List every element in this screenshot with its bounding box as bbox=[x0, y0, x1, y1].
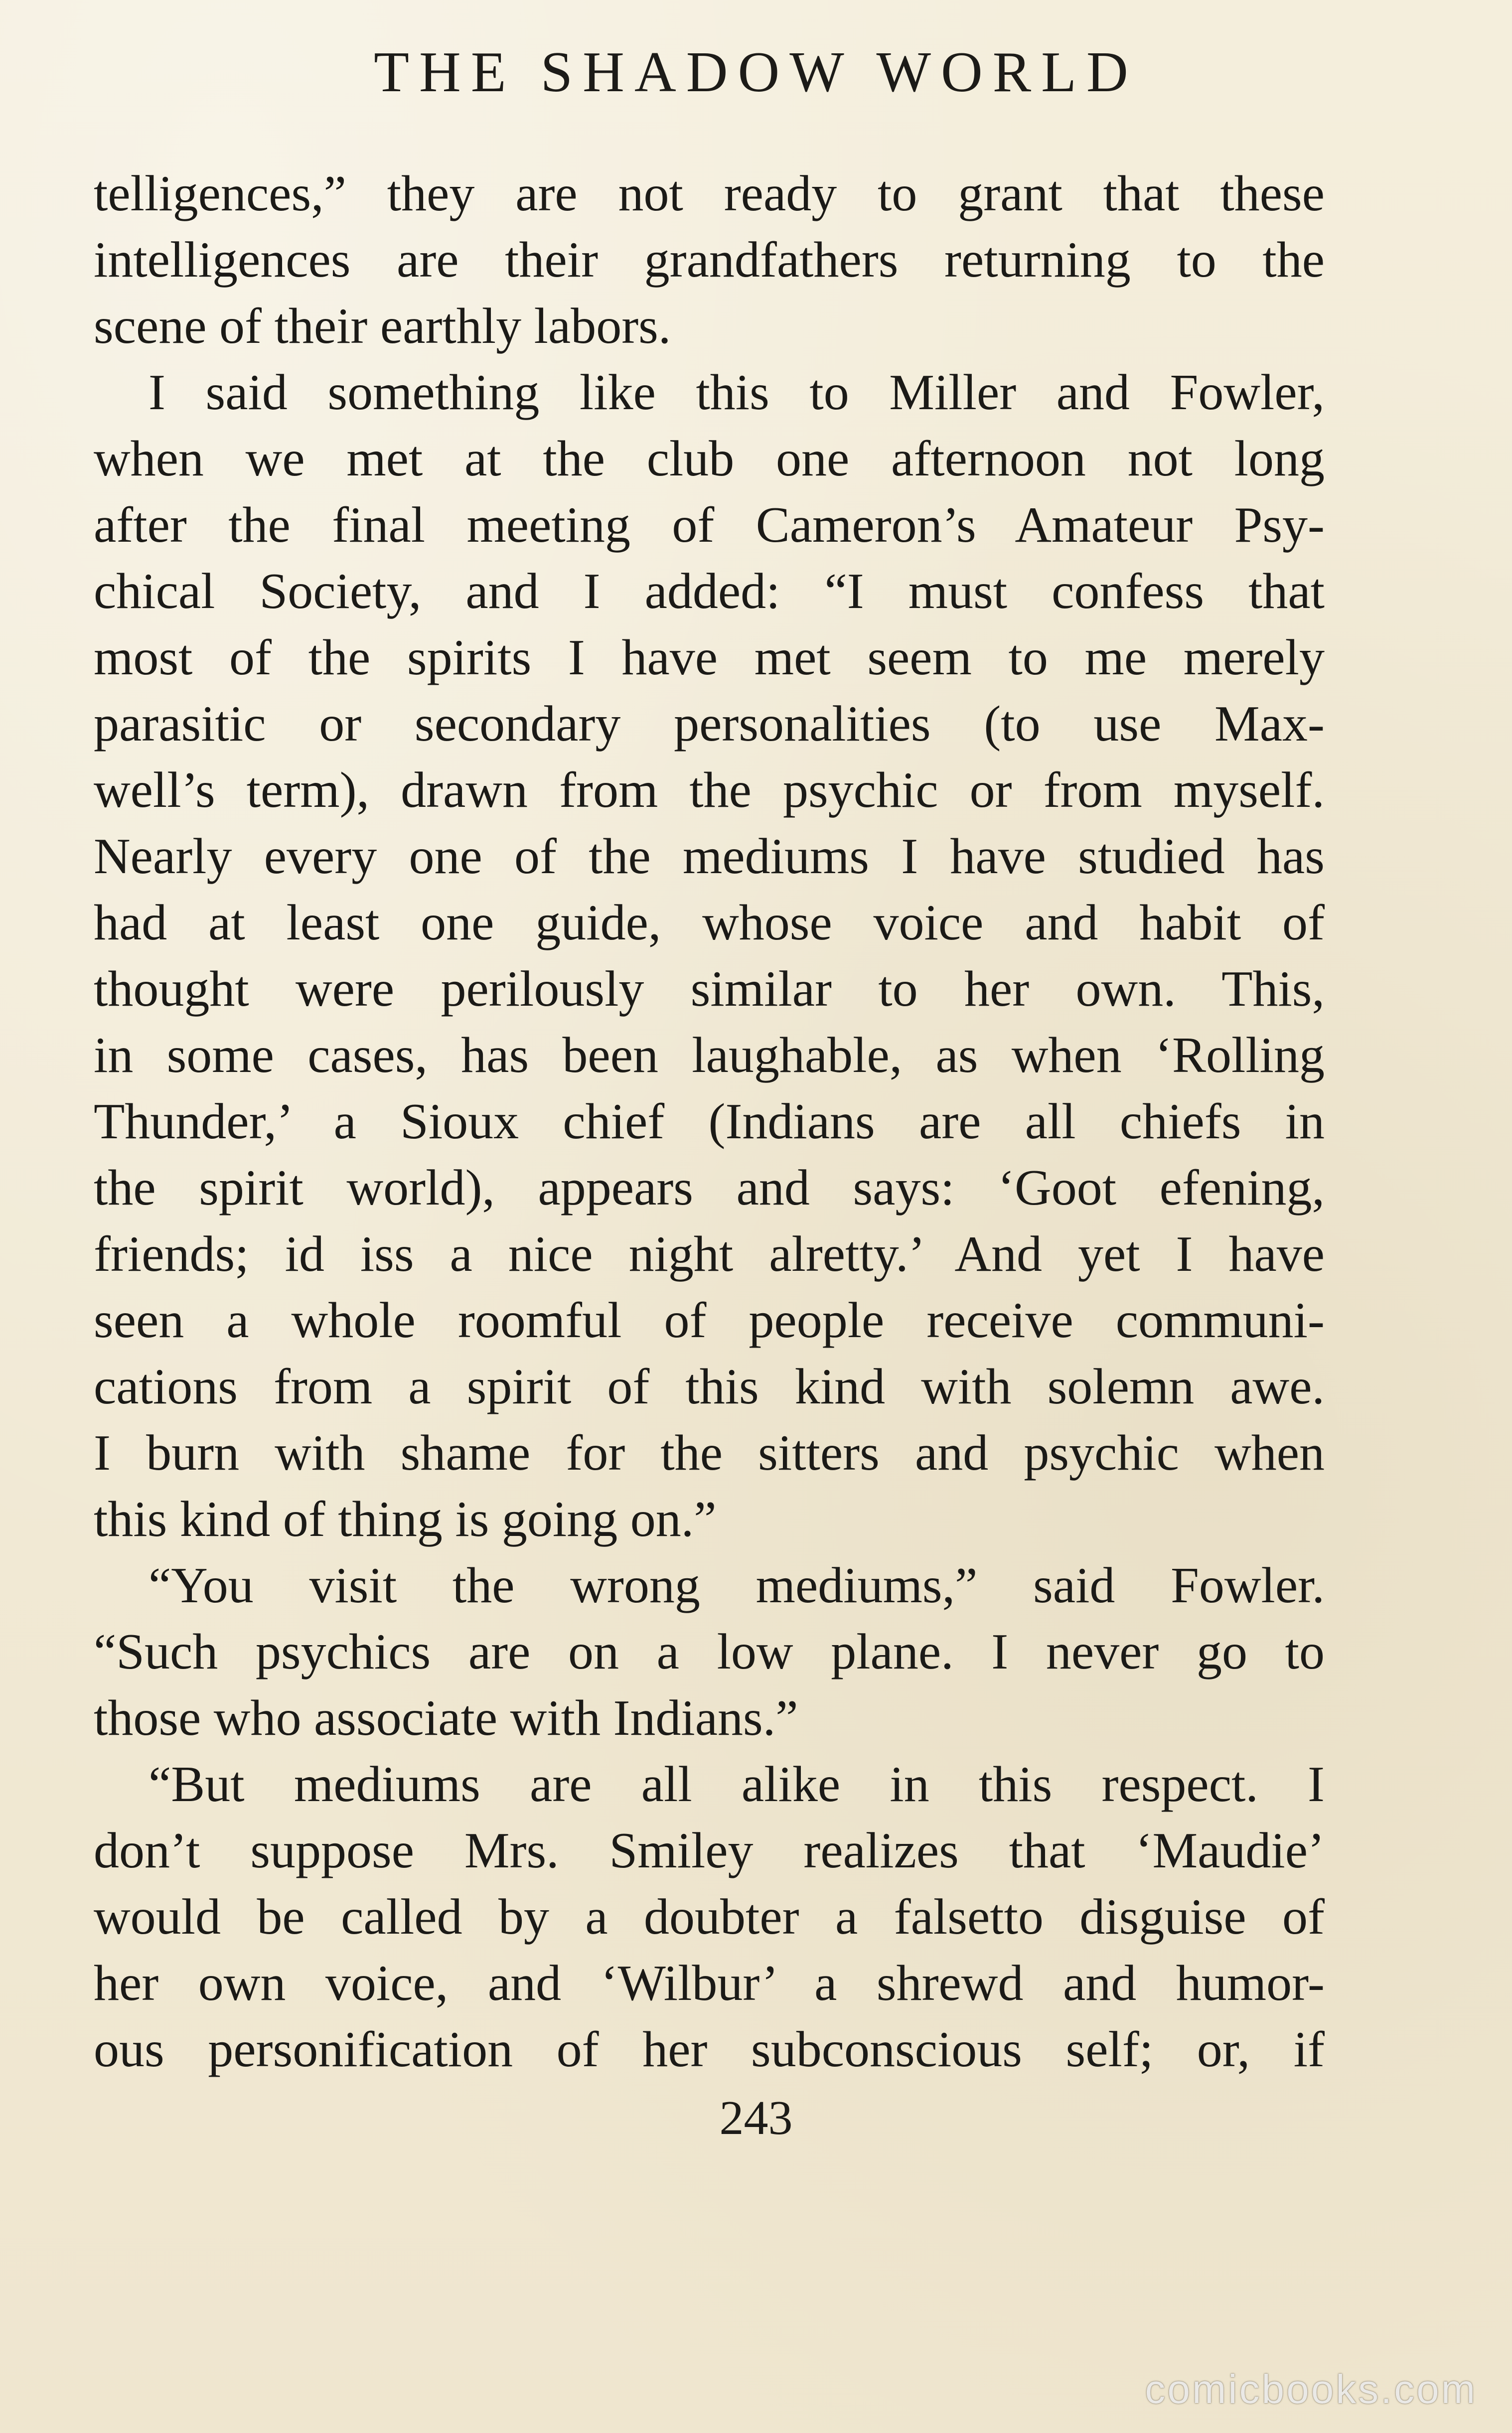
text-line: had at least one guide, whose voice and habit of bbox=[94, 895, 1325, 951]
text-line: I burn with shame for the sitters and psychic when bbox=[94, 1425, 1325, 1481]
text-line: don’t suppose Mrs. Smiley realizes that ‘Maudie’ bbox=[94, 1823, 1325, 1879]
text-line: friends; id iss a nice night alretty.’ And yet I have bbox=[94, 1226, 1325, 1282]
text-line: the spirit world), appears and says: ‘Goot efening, bbox=[94, 1160, 1325, 1216]
text-line: would be called by a doubter a falsetto disguise of bbox=[94, 1889, 1325, 1945]
text-line: well’s term), drawn from the psychic or from myself. bbox=[94, 762, 1325, 818]
text-line: seen a whole roomful of people receive communi- bbox=[94, 1292, 1325, 1349]
text-line: intelligences are their grandfathers returning to the bbox=[94, 232, 1325, 288]
text-line: chical Society, and I added: “I must confess that bbox=[94, 563, 1325, 619]
text-line: parasitic or secondary personalities (to use Max- bbox=[94, 696, 1325, 752]
text-line: when we met at the club one afternoon not long bbox=[94, 431, 1325, 487]
text-line: those who associate with Indians.” bbox=[94, 1690, 798, 1746]
text-line: most of the spirits I have met seem to me merely bbox=[94, 629, 1325, 686]
text-line: ous personification of her subconscious self; or, if bbox=[94, 2021, 1325, 2078]
text-line: this kind of thing is going on.” bbox=[94, 1491, 717, 1547]
text-line: “You visit the wrong mediums,” said Fowler. bbox=[149, 1557, 1325, 1614]
text-line: after the final meeting of Cameron’s Amateur Psy- bbox=[94, 497, 1325, 553]
text-line: in some cases, has been laughable, as when ‘Rolling bbox=[94, 1027, 1325, 1083]
text-line: “But mediums are all alike in this respect. I bbox=[149, 1756, 1325, 1813]
text-line: scene of their earthly labors. bbox=[94, 298, 671, 354]
text-line: her own voice, and ‘Wilbur’ a shrewd and humor- bbox=[94, 1955, 1325, 2011]
text-line: I said something like this to Miller and Fowler, bbox=[149, 364, 1325, 421]
watermark: comicbooks.com bbox=[1145, 2367, 1477, 2412]
page-number: 243 bbox=[719, 2091, 793, 2145]
text-line: thought were perilously similar to her own. This, bbox=[94, 961, 1325, 1017]
running-head: THE SHADOW WORLD bbox=[374, 40, 1138, 104]
text-line: cations from a spirit of this kind with solemn awe. bbox=[94, 1359, 1325, 1415]
text-line: telligences,” they are not ready to grant that these bbox=[94, 165, 1325, 222]
text-line: Nearly every one of the mediums I have studied has bbox=[94, 828, 1325, 885]
text-line: “Such psychics are on a low plane. I never go to bbox=[94, 1624, 1325, 1680]
text-line: Thunder,’ a Sioux chief (Indians are all chiefs in bbox=[94, 1093, 1325, 1150]
body-text bbox=[94, 160, 1325, 2083]
